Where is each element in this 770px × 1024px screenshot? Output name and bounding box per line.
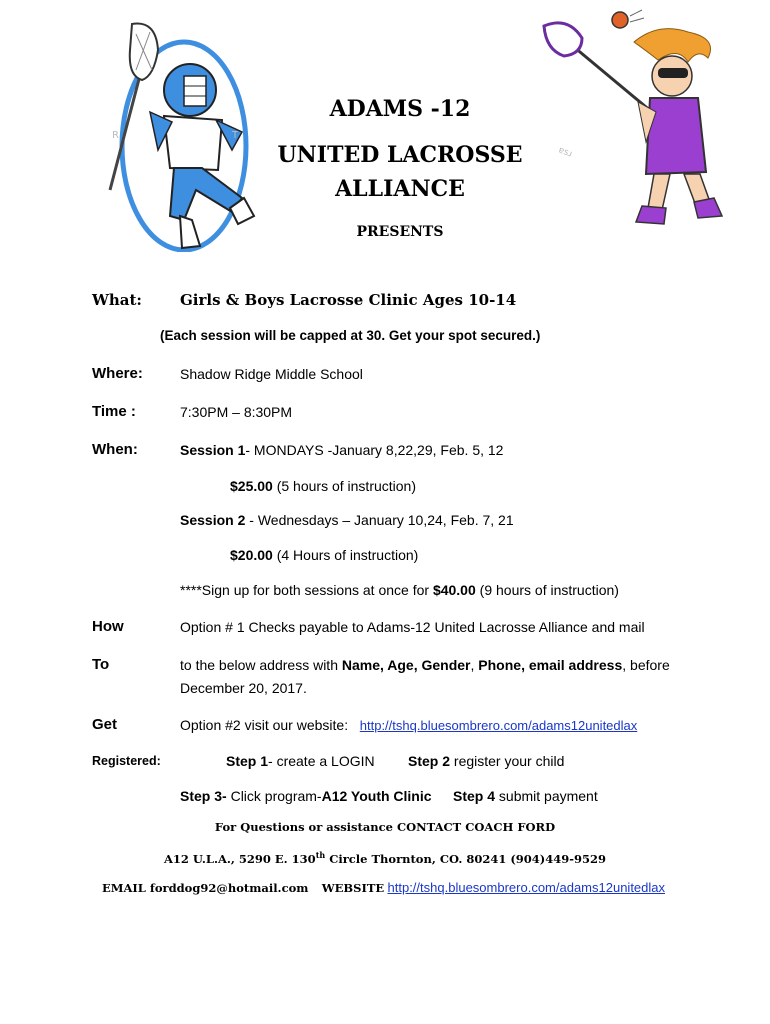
- session-1-line: [180, 442, 503, 458]
- step-1-line: [226, 753, 375, 769]
- where-value: Shadow Ridge Middle School: [180, 366, 363, 382]
- session-1-price-line: [230, 478, 416, 494]
- step-2-text: register your child: [450, 753, 565, 769]
- capacity-note: (Each session will be capped at 30. Get your spot secured.): [160, 328, 541, 343]
- what-value: Girls & Boys Lacrosse Clinic Ages 10-14: [180, 291, 517, 309]
- option-1-cont-prefix: to the below address with: [180, 657, 342, 673]
- how-label: How: [92, 618, 124, 635]
- boy-lacrosse-player-illustration: [92, 20, 262, 252]
- both-sessions-price: $40.00: [432, 582, 476, 598]
- step-3-program: A12 Youth Clinic: [321, 788, 432, 804]
- time-label: Time :: [92, 403, 136, 420]
- contact-line: [102, 880, 665, 895]
- step-1-label: Step 1: [226, 753, 269, 769]
- registration-website-link[interactable]: http://tshq.bluesombrero.com/adams12unitedlax: [359, 718, 638, 733]
- option-1-deadline: December 20, 2017.: [180, 680, 307, 696]
- step-4-label: Step 4: [453, 788, 496, 804]
- questions-contact: For Questions or assistance CONTACT COACH FORD: [214, 820, 556, 834]
- time-value: 7:30PM – 8:30PM: [180, 404, 293, 420]
- step-1-text: - create a LOGIN: [268, 753, 375, 769]
- session-1-label: Session 1: [180, 442, 246, 458]
- session-2-price-line: [230, 547, 418, 563]
- session-2-dates: - Wednesdays – January 10,24, Feb. 7, 21: [245, 512, 514, 528]
- title-line-2: UNITED LACROSSE: [277, 142, 523, 168]
- address-suffix: Circle Thornton, CO. 80241 (904)449-9529: [325, 851, 607, 866]
- option-1-line: Option # 1 Checks payable to Adams-12 United Lacrosse Alliance and mail: [180, 619, 645, 635]
- option-1-contact-fields: Phone, email address: [478, 657, 623, 673]
- what-label: What:: [92, 291, 142, 309]
- svg-text:ɐsɹ: ɐsɹ: [556, 145, 574, 160]
- session-2-label: Session 2: [180, 512, 246, 528]
- title-line-3: ALLIANCE: [335, 176, 465, 202]
- option-1-required-fields: Name, Age, Gender: [341, 657, 471, 673]
- step-4-text: submit payment: [495, 788, 598, 804]
- footer-website-link[interactable]: http://tshq.bluesombrero.com/adams12unitedlax: [387, 880, 666, 895]
- option-1-sep: ,: [470, 657, 479, 673]
- step-3-line: [180, 788, 432, 804]
- get-label: Get: [92, 716, 118, 733]
- presents-heading: PRESENTS: [356, 224, 444, 240]
- to-label: To: [92, 656, 110, 673]
- both-sessions-prefix: ****Sign up for both sessions at once for: [180, 582, 433, 598]
- both-sessions-line: [180, 582, 619, 598]
- session-2-price-note: (4 Hours of instruction): [272, 547, 419, 563]
- option-2-prefix: Option #2 visit our website:: [180, 717, 349, 733]
- address-prefix: A12 U.L.A., 5290 E. 130: [163, 851, 316, 866]
- step-4-line: [453, 788, 598, 804]
- step-2-line: [408, 753, 564, 769]
- session-1-price: $25.00: [230, 478, 273, 494]
- session-1-dates: - MONDAYS -January 8,22,29, Feb. 5, 12: [245, 442, 504, 458]
- registered-label: Registered:: [92, 754, 161, 768]
- svg-text:R: R: [112, 130, 119, 141]
- step-2-label: Step 2: [408, 753, 451, 769]
- option-2-line: [180, 717, 637, 733]
- session-1-price-note: (5 hours of instruction): [272, 478, 416, 494]
- session-2-line: [180, 512, 514, 528]
- address-superscript: th: [315, 850, 326, 860]
- when-label: When:: [92, 441, 138, 458]
- where-label: Where:: [92, 365, 143, 382]
- mailing-address: [0, 850, 770, 866]
- website-label: WEBSITE: [321, 881, 385, 895]
- option-1-continued: [180, 657, 670, 673]
- title-line-1: ADAMS -12: [329, 96, 471, 122]
- session-2-price: $20.00: [230, 547, 273, 563]
- option-1-cont-suffix: , before: [622, 657, 670, 673]
- svg-text:T: T: [232, 130, 239, 141]
- email-contact: EMAIL forddog92@hotmail.com: [102, 881, 309, 895]
- step-3-text: Click program-: [226, 788, 322, 804]
- both-sessions-suffix: (9 hours of instruction): [475, 582, 619, 598]
- step-3-label: Step 3-: [180, 788, 227, 804]
